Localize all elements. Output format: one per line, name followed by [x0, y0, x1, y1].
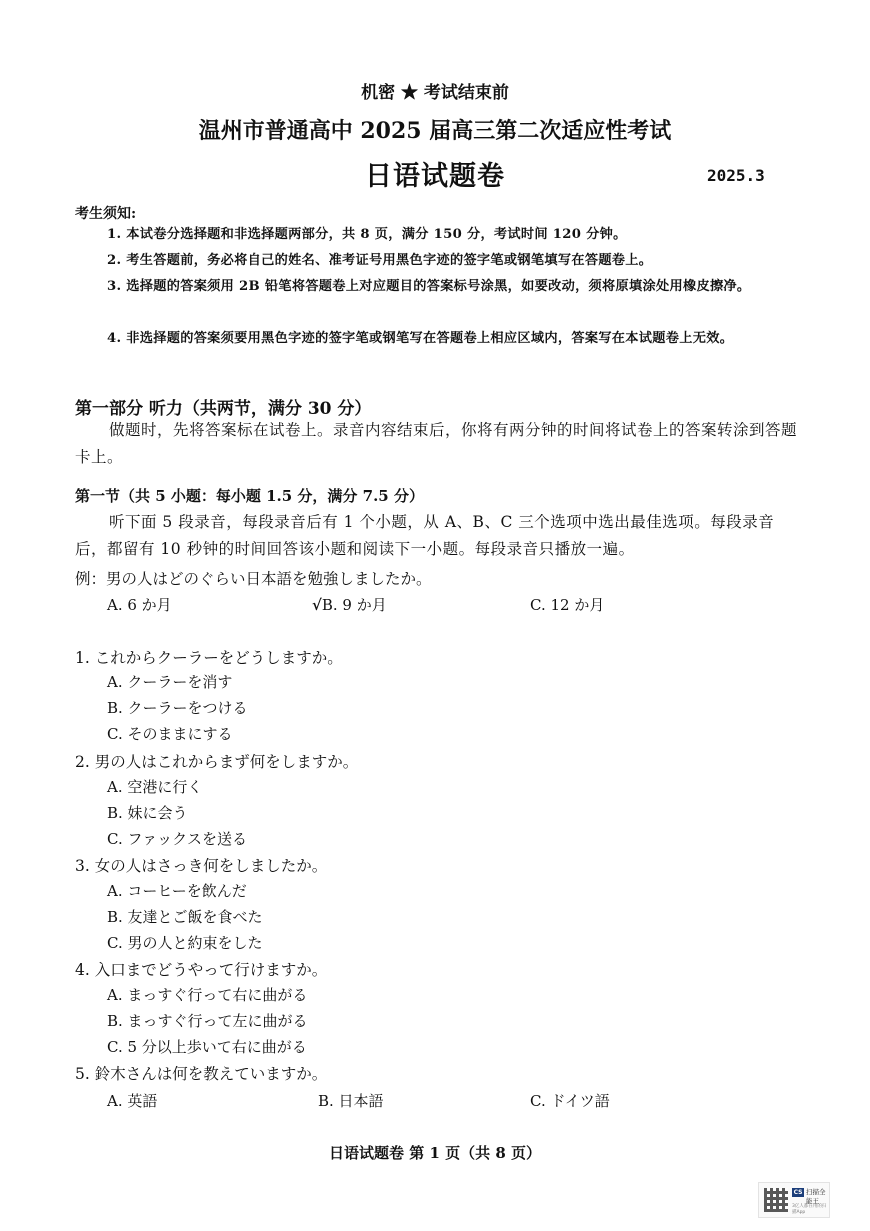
- question-2-option-c: C. ファックスを送る: [107, 830, 248, 848]
- scanner-app-name: 扫描全能王: [806, 1188, 826, 1205]
- question-1-option-c: C. そのままにする: [107, 725, 233, 743]
- question-1-option-b: B. クーラーをつける: [107, 699, 248, 717]
- exam-title: 温州市普通高中 2025 届高三第二次适应性考试: [198, 118, 672, 144]
- qr-code-icon: [764, 1188, 788, 1212]
- notice-item: 4. 非选择题的答案须要用黑色字迹的签字笔或钢笔写在答题卷上相应区域内，答案写在本试题卷上无效。: [107, 331, 734, 346]
- question-2: 2. 男の人はこれからまず何をしますか。: [75, 753, 359, 771]
- subject-title: 日语试题卷: [365, 161, 505, 192]
- example-option-b-label: B. 9 か月: [321, 596, 387, 614]
- question-5-option-b: B. 日本語: [318, 1092, 384, 1110]
- example-option-a: A. 6 か月: [107, 596, 172, 614]
- question-2-option-b: B. 妹に会う: [107, 804, 188, 822]
- part1-title: 第一部分 听力（共两节，满分 30 分）: [75, 399, 372, 419]
- question-4-option-c: C. 5 分以上歩いて右に曲がる: [107, 1038, 307, 1056]
- scanner-app-subtitle: 3亿人都在用的扫描App: [792, 1204, 827, 1215]
- notice-item: 2. 考生答题前，务必将自己的姓名、准考证号用黑色字迹的签字笔或钢笔填写在答题卷上。: [107, 253, 653, 268]
- confidential-label: 机密 ★ 考试结束前: [361, 83, 509, 103]
- question-5: 5. 鈴木さんは何を教えていますか。: [75, 1065, 328, 1083]
- question-4-option-b: B. まっすぐ行って左に曲がる: [107, 1012, 308, 1030]
- notice-heading: 考生须知:: [75, 206, 137, 222]
- question-5-option-a: A. 英語: [107, 1092, 158, 1110]
- example-option-c: C. 12 か月: [530, 596, 605, 614]
- scanner-watermark: [758, 1182, 830, 1218]
- check-mark-icon: √: [312, 596, 322, 614]
- question-1-option-a: A. クーラーを消す: [107, 673, 233, 691]
- part1-instruction: 做题时，先将答案标在试卷上。录音内容结束后，你将有两分钟的时间将试卷上的答案转涂到答题卡上。: [75, 421, 798, 466]
- page-footer: 日语试题卷 第 1 页（共 8 页）: [329, 1144, 541, 1162]
- section1-title: 第一节（共 5 小题：每小题 1.5 分，满分 7.5 分）: [75, 487, 424, 505]
- question-4-option-a: A. まっすぐ行って右に曲がる: [107, 986, 308, 1004]
- question-1: 1. これからクーラーをどうしますか。: [75, 649, 343, 667]
- example-option-b: [312, 594, 387, 615]
- exam-date: 2025.3: [707, 166, 765, 185]
- example-question: 例：男の人はどのぐらい日本語を勉強しましたか。: [75, 570, 432, 588]
- question-3: 3. 女の人はさっき何をしましたか。: [75, 857, 328, 875]
- question-2-option-a: A. 空港に行く: [107, 778, 203, 796]
- question-4: 4. 入口までどうやって行けますか。: [75, 961, 328, 979]
- notice-item: 1. 本试卷分选择题和非选择题两部分，共 8 页，满分 150 分，考试时间 120 分钟。: [107, 227, 627, 242]
- question-3-option-a: A. コーヒーを飲んだ: [107, 882, 247, 900]
- cs-logo-icon: CS: [793, 1189, 803, 1196]
- question-3-option-b: B. 友達とご飯を食べた: [107, 908, 263, 926]
- question-5-option-c: C. ドイツ語: [530, 1092, 610, 1110]
- question-3-option-c: C. 男の人と約束をした: [107, 934, 263, 952]
- section1-instruction: 听下面 5 段录音，每段录音后有 1 个小题，从 A、B、C 三个选项中选出最佳选项。每段录音后，都留有 10 秒钟的时间回答该小题和阅读下一小题。每段录音只播放一遍。: [75, 513, 775, 558]
- notice-item: 3. 选择题的答案须用 2B 铅笔将答题卷上对应题目的答案标号涂黑，如要改动，须将原填涂处用橡皮擦净。: [107, 279, 751, 294]
